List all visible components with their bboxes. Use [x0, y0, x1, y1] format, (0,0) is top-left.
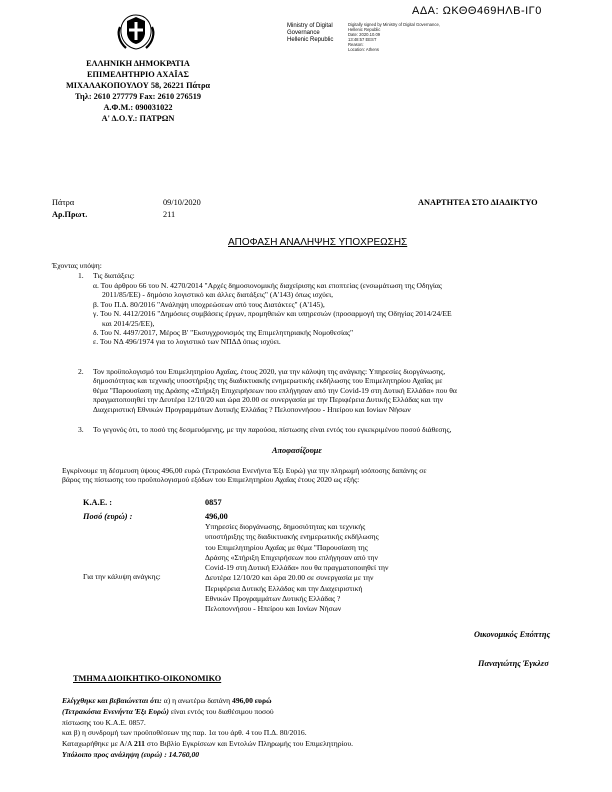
ada-number: ΑΔΑ: ΩΚΘΘ469ΗΛΒ-ΙΓ0 [412, 5, 542, 17]
purpose-line: του Επιμελητηρίου Αχαΐας με θέμα "Παρουσίαση της [205, 542, 368, 552]
item-text: Το γεγονός ότι, το ποσό της δεσμευόμενης, με την παρούσα, πίστωσης είναι εντός του εγκεκριμένου ποσού διάθεσης, [93, 425, 452, 434]
purpose-line: Εθνικών Προγραμμάτων Δυτικής Ελλάδας ? [205, 594, 341, 604]
signer-name: Παναγιώτης Έγκλεσ [478, 659, 549, 668]
post-notice: ΑΝΑΡΤΗΤΕΑ ΣΤΟ ΔΙΑΔΙΚΤΥΟ [418, 198, 538, 207]
digital-signature-details [348, 22, 440, 52]
provision-line: ε. Του ΝΔ 496/1974 για το λογιστικό των ΝΠΔΔ όπως ισχύει. [93, 337, 281, 347]
protocol-label: Αρ.Πρωτ. [52, 210, 88, 219]
ministry-line: Governance [287, 30, 320, 37]
verification-text: α) η ανωτέρω δαπάνη [161, 696, 233, 705]
protocol-number: 211 [163, 210, 176, 219]
verification-bold: (Τετρακόσια Ενενήντα Έξι Ευρώ) [62, 706, 169, 716]
verification-amount: 496,00 ευρώ [232, 696, 272, 705]
amount-label: Ποσό (ευρώ) : [83, 512, 133, 521]
provision-line: δ. Του Ν. 4497/2017, Μέρος Β' "Εκσυγχρονισμός της Επιμελητηριακής Νομοθεσίας" [93, 328, 354, 338]
verification-text: είναι εντός του διαθέσιμου ποσού [168, 706, 274, 716]
purpose-line: Πελοποννήσου - Ηπείρου και Ιονίων Νήσων [205, 604, 342, 614]
provision-line: α. Του άρθρου 66 του Ν. 4270/2014 "Αρχές δημοσιονομικής διαχείρισης και εποπτείας (ενσωμάτωση της Οδηγίας [93, 281, 442, 290]
verification-text: στο Βιβλίο Εγκρίσεων και Εντολών Πληρωμής του Επιμελητηρίου. [144, 739, 353, 749]
signature-detail-line: Reason: [348, 42, 364, 47]
ministry-line: Hellenic Republic [287, 37, 334, 44]
verification-line [62, 707, 353, 718]
paragraph-line: Τον προϋπολογισμό του Επιμελητηρίου Αχαΐας, έτους 2020, για την κάλυψη της ανάγκης: Υπηρεσίες διοργάνωσης, [93, 367, 446, 376]
paragraph-line: Διαχειριστική Εθνικών Προγραμμάτων Δυτικής Ελλάδας ? Πελοποννήσου - Ηπείρου και Ιονίων Νήσων [93, 404, 411, 414]
verification-line [62, 696, 353, 707]
purpose-line: Δευτέρα 12/10/20 και ώρα 20.00 σε συνεργασία με την [205, 573, 374, 583]
signature-detail-line: 13:48:57 EEST [348, 37, 377, 42]
item-number: 1. [78, 271, 84, 280]
purpose-line: Covid-19 στη Δυτική Ελλάδα» που θα πραγματοποιηθεί την [205, 563, 389, 573]
signature-detail-line: Date: 2020.10.09 [348, 32, 381, 37]
purpose-line: υποστήριξης της διαδικτυακής ενημερωτικής εκδήλωσης [205, 532, 379, 542]
sender-line: Τηλ: 2610 277779 Fax: 2610 276519 [74, 92, 202, 101]
sender-line: Α' Δ.Ο.Υ.: ΠΑΤΡΩΝ [101, 114, 175, 123]
purpose-label: Για την κάλυψη ανάγκης: [83, 572, 161, 581]
balance-value: 14.760,00 [168, 749, 200, 759]
provisions-list [93, 281, 452, 347]
kae-value: 0857 [205, 498, 222, 507]
having-regard: Έχοντας υπόψη: [52, 261, 102, 270]
balance-line [62, 750, 353, 761]
kae-label: Κ.Α.Ε. : [83, 498, 113, 507]
signer-role: Οικονομικός Επόπτης [474, 630, 551, 639]
balance-label: Υπόλοιπο προς ανάληψη (ευρώ) : [62, 749, 167, 759]
paragraph-line: βάρος της πίστωσης του προϋπολογισμού εξόδων του Επιμελητηρίου Αχαΐας έτους 2020 ως εξής: [62, 475, 360, 485]
document-date: 09/10/2020 [163, 198, 201, 207]
purpose-line: Περιφέρεια Δυτικής Ελλάδας και την Διαχειριστική [205, 583, 363, 593]
sender-line: ΕΠΙΜΕΛΗΤΗΡΙΟ ΑΧΑΪΑΣ [87, 70, 189, 79]
decision-heading: Αποφασίζουμε [272, 446, 322, 455]
registry-number: 211 [134, 739, 145, 749]
sender-line: Α.Φ.Μ.: 090031022 [103, 103, 173, 112]
approval-paragraph [62, 466, 427, 485]
signature-detail-line: Location: Athens [348, 47, 379, 52]
verification-bold: Ελέγχθηκε και βεβαιώνεται ότι: [62, 696, 162, 705]
sender-line: ΜΙΧΑΛΑΚΟΠΟΥΛΟΥ 58, 26221 Πάτρα [65, 81, 211, 90]
paragraph-line: θέμα "Παρουσίαση της Δράσης «Στήριξη Επιχειρήσεων που επλήγησαν από την Covid-19 στη Δυτική Ελλάδα» που θα [93, 385, 457, 395]
signature-detail-line: Hellenic Republic [348, 27, 381, 32]
department-heading: ΤΜΗΜΑ ΔΙΟΙΚΗΤΙΚΟ-ΟΙΚΟΝΟΜΙΚΟ [73, 674, 222, 683]
purpose-text [205, 522, 388, 615]
ministry-line: Ministry of Digital [287, 23, 333, 29]
purpose-line: Δράσης «Στήριξη Επιχειρήσεων που επλήγησαν από την [205, 552, 378, 562]
item-text: Τις διατάξεις: [93, 271, 135, 280]
budget-paragraph [93, 367, 457, 414]
sender-block [52, 58, 224, 124]
sender-line: ΕΛΛΗΝΙΚΗ ΔΗΜΟΚΡΑΤΙΑ [86, 59, 190, 68]
verification-block [62, 696, 353, 761]
ministry-signature [287, 23, 333, 45]
purpose-line: Υπηρεσίες διοργάνωσης, δημοσιότητας και τεχνικής [205, 522, 366, 531]
verification-line: και β) η συνδρομή των προϋποθέσεων της παρ. 1α του άρθ. 4 του Π.Δ. 80/2016. [62, 728, 307, 738]
document-title: ΑΠΟΦΑΣΗ ΑΝΑΛΗΨΗΣ ΥΠΟΧΡΕΩΣΗΣ [228, 237, 408, 248]
provision-line: γ. Του Ν. 4412/2016 "Δημόσιες συμβάσεις έργων, προμηθειών και υπηρεσιών (προσαρμογή της Οδηγίας 2014/24/ΕΕ [93, 309, 452, 319]
place-label: Πάτρα [52, 198, 75, 207]
paragraph-line: πραγματοποιηθεί την Δευτέρα 12/10/20 και ώρα 20.00 σε συνεργασία με την Περιφέρεια Δυτικής Ελλάδας και την [93, 395, 444, 405]
paragraph-line: Εγκρίνουμε τη δέσμευση ύψους 496,00 ευρώ (Τετρακόσια Ενενήντα Έξι Ευρώ) για την πληρωμή ισόποσης δαπάνης σε [62, 466, 427, 475]
provision-line: 2011/85/ΕΕ) - δημόσιο λογιστικό και άλλες διατάξεις" (Α'143) όπως ισχύει, [102, 290, 334, 300]
item-number: 3. [78, 425, 84, 434]
verification-text: Καταχωρήθηκε με Α/Α [62, 739, 134, 749]
verification-line [62, 739, 353, 750]
item-number: 2. [78, 367, 84, 376]
provision-line: β. Του Π.Δ. 80/2016 "Ανάληψη υποχρεώσεων από τους Διατάκτες" (Α'145), [93, 299, 325, 309]
greek-state-emblem-icon [114, 9, 158, 53]
verification-line: πίστωσης του Κ.Α.Ε. 0857. [62, 717, 146, 727]
paragraph-line: δημοσιότητας και τεχνικής υποστήριξης της διαδικτυακής ενημερωτικής εκδήλωσης του Επιμελητηρίου Αχαΐας με [93, 376, 443, 386]
amount-value: 496,00 [205, 512, 228, 521]
provision-line: και 2014/25/ΕΕ), [102, 318, 155, 328]
signature-detail-line: Digitally signed by Ministry of Digital Governance, [348, 22, 440, 27]
